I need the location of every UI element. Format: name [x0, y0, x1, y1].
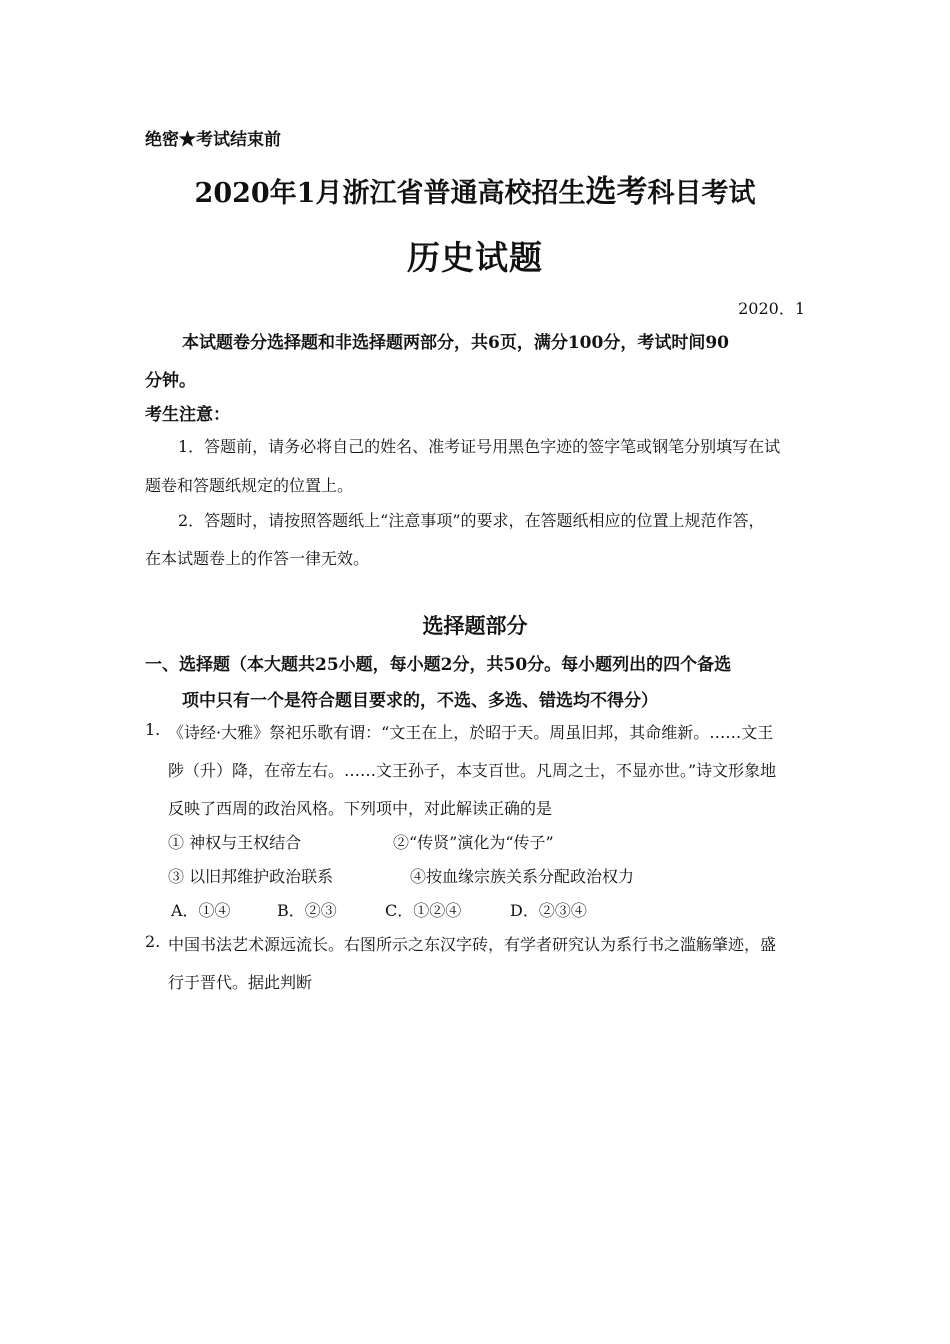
notice-heading: 考生注意：	[145, 405, 230, 425]
intro-line-2: 分钟。	[145, 371, 196, 391]
notice-item-2-line-2: 在本试题卷上的作答一律无效。	[145, 549, 370, 568]
question-1-statement-1: ① 神权与王权结合	[168, 833, 302, 852]
subject-title: 历史试题	[407, 238, 543, 277]
question-1-choice-b: B．②③	[277, 901, 337, 920]
question-2-line-2: 行于晋代。据此判断	[168, 973, 313, 992]
confidential-label: 绝密★考试结束前	[145, 130, 281, 150]
section-instruction-line-1: 一、选择题（本大题共25小题，每小题2分，共50分。每小题列出的四个备选	[145, 655, 732, 675]
exam-title-part1: 2020年1月浙江省普通高校招生	[194, 178, 586, 209]
exam-title-part2: 科目考试	[647, 178, 756, 209]
intro-line-1: 本试题卷分选择题和非选择题两部分，共6页，满分100分，考试时间90	[182, 333, 729, 353]
exam-title	[0, 166, 950, 211]
question-1-choice-a: A．①④	[171, 901, 231, 920]
question-1-line-1: 《诗经·大雅》祭祀乐歌有谓：“文王在上，於昭于天。周虽旧邦，其命维新。……文王	[168, 723, 774, 742]
exam-title-emphasis: 选考	[585, 174, 648, 210]
notice-item-1-line-1: 1．答题前，请务必将自己的姓名、准考证号用黑色字迹的签字笔或钢笔分别填写在试	[178, 437, 781, 456]
exam-date: 2020．1	[738, 299, 805, 318]
question-1-line-2: 陟（升）降，在帝左右。……文王孙子，本支百世。凡周之士，不显亦世。”诗文形象地	[168, 761, 777, 780]
question-1-statement-2: ②“传贤”演化为“传子”	[393, 833, 554, 852]
notice-item-2-line-1: 2．答题时，请按照答题纸上“注意事项”的要求，在答题纸相应的位置上规范作答，	[178, 511, 765, 530]
question-1-statement-3: ③ 以旧邦维护政治联系	[168, 867, 334, 886]
section-title: 选择题部分	[422, 613, 528, 638]
notice-item-1-line-2: 题卷和答题纸规定的位置上。	[145, 476, 354, 495]
question-number: 2.	[145, 932, 161, 951]
question-1-statement-4: ④按血缘宗族关系分配政治权力	[410, 867, 635, 886]
question-1-choice-c: C．①②④	[385, 901, 462, 920]
question-1-line-3: 反映了西周的政治风格。下列项中，对此解读正确的是	[168, 799, 553, 818]
question-1-choice-d: D．②③④	[510, 901, 587, 920]
question-2-line-1: 中国书法艺术源远流长。右图所示之东汉字砖，有学者研究认为系行书之滥觞肇迹，盛	[168, 935, 777, 954]
section-instruction-line-2: 项中只有一个是符合题目要求的，不选、多选、错选均不得分）	[182, 691, 658, 711]
question-number: 1.	[145, 720, 161, 739]
